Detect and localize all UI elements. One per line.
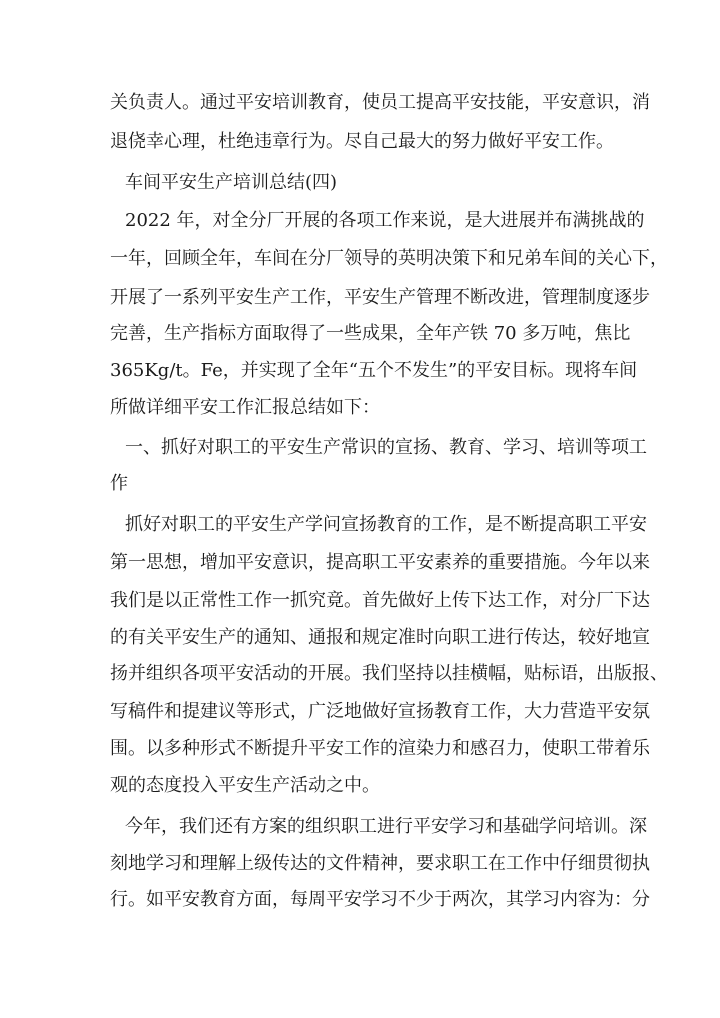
text-line-14: 我们是以正常性工作一抓究竟。首先做好上传下达工作，对分厂下达: [110, 590, 650, 611]
text-line-9: 所做详细平安工作汇报总结如下：: [110, 397, 380, 418]
text-line-21: 刻地学习和理解上级传达的文件精神，要求职工在工作中仔细贯彻执: [110, 853, 650, 874]
text-line-5: 一年，回顾全年，车间在分厂领导的英明决策下和兄弟车间的关心下，: [110, 248, 668, 269]
text-line-18: 围。以多种形式不断提升平安工作的渲染力和感召力，使职工带着乐: [110, 738, 650, 759]
text-line-20: 今年，我们还有方案的组织职工进行平安学习和基础学问培训。深: [125, 816, 647, 837]
text-line-15: 的有关平安生产的通知、通报和规定准时向职工进行传达，较好地宣: [110, 627, 650, 648]
section-heading: 车间平安生产培训总结(四): [125, 172, 338, 193]
text-line-4: 2022 年，对全分厂开展的各项工作来说，是大进展并布满挑战的: [125, 210, 645, 231]
text-line-16: 扬并组织各项平安活动的开展。我们坚持以挂横幅，贴标语，出版报、: [110, 663, 668, 684]
text-line-1: 关负责人。通过平安培训教育，使员工提高平安技能，平安意识，消: [110, 92, 650, 113]
text-line-17: 写稿件和提建议等形式，广泛地做好宣扬教育工作，大力营造平安氛: [110, 701, 650, 722]
subheading-line-2: 作: [110, 473, 128, 494]
subheading-line-1: 一、抓好对职工的平安生产常识的宣扬、教育、学习、培训等项工: [125, 437, 647, 458]
text-line-13: 第一思想，增加平安意识，提高职工平安素养的重要措施。今年以来: [110, 552, 650, 573]
text-line-2: 退侥幸心理，杜绝违章行为。尽自己最大的努力做好平安工作。: [110, 131, 614, 152]
text-line-22: 行。如平安教育方面，每周平安学习不少于两次，其学习内容为：分: [110, 889, 650, 910]
text-line-12: 抓好对职工的平安生产学问宣扬教育的工作，是不断提高职工平安: [125, 514, 647, 535]
text-line-8: 365Kg/t。Fe，并实现了全年“五个不发生”的平安目标。现将车间: [110, 360, 638, 381]
text-line-19: 观的态度投入平安生产活动之中。: [110, 775, 380, 796]
text-line-6: 开展了一系列平安生产工作，平安生产管理不断改进，管理制度逐步: [110, 287, 650, 308]
text-line-7: 完善，生产指标方面取得了一些成果，全年产铁 70 多万吨，焦比: [110, 323, 631, 344]
